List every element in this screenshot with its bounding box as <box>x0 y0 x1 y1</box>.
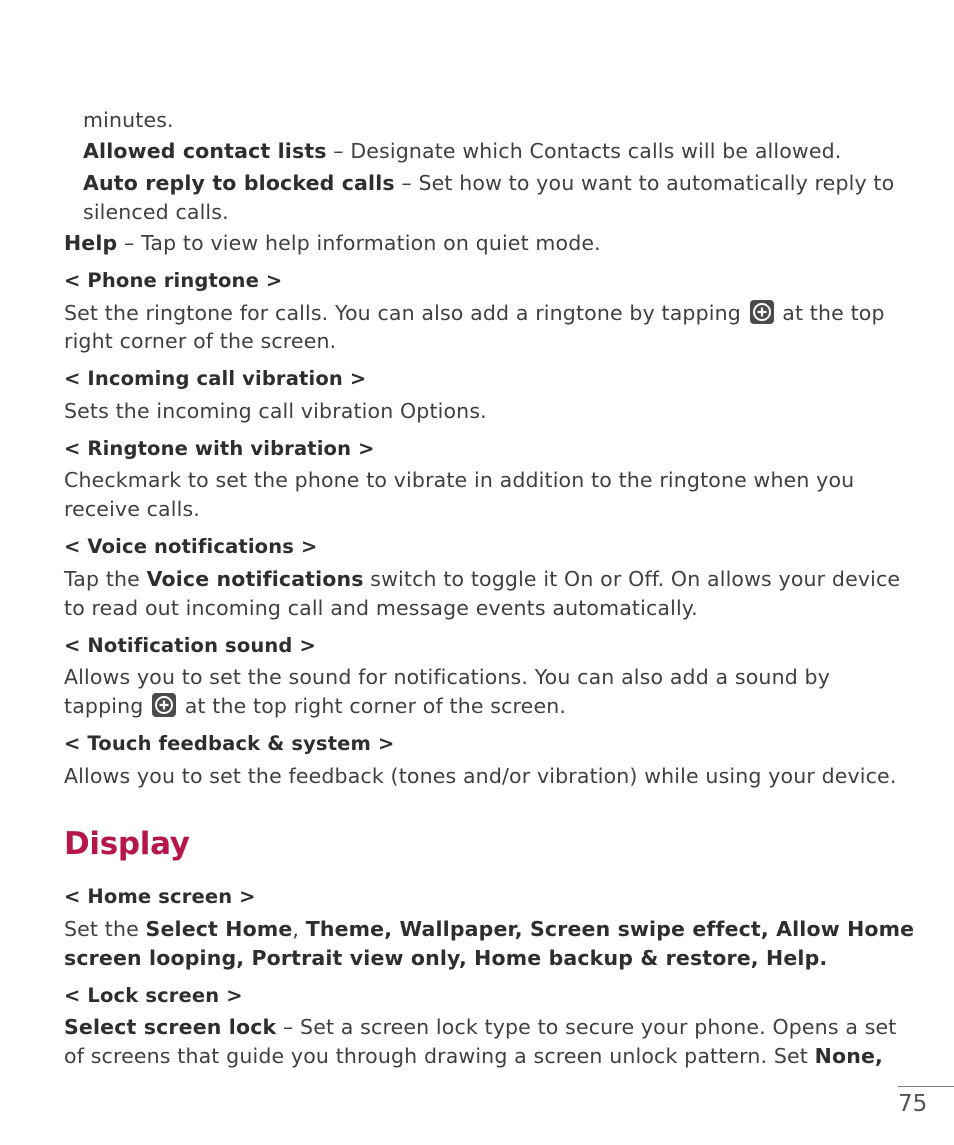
page-number: 75 <box>898 1091 928 1117</box>
display-section-title: Display <box>64 826 190 862</box>
allowed-contact-lists-desc: – Designate which Contacts calls will be allowed. <box>326 139 842 163</box>
plus-circle-icon <box>750 300 774 324</box>
lock-text-desc2: of screens that guide you through drawing a screen unlock pattern. Set <box>64 1044 815 1068</box>
ringtone-vibration-heading: < Ringtone with vibration > <box>64 437 375 460</box>
footer-rule <box>898 1086 954 1087</box>
auto-reply-desc-line2 <box>83 198 229 226</box>
lock-text-label: Select screen lock <box>64 1015 277 1039</box>
voice-text-bold: Voice notifications <box>146 567 364 591</box>
minutes-text <box>83 106 174 134</box>
touch-feedback-heading: < Touch feedback & system > <box>64 732 395 755</box>
help-label: Help <box>64 231 118 255</box>
notif-text-b: at the top right corner of the screen. <box>178 694 567 718</box>
touch-feedback-line1: Allows you to set the feedback (tones and/or vibration) while using your device. <box>64 764 897 788</box>
phone-ringtone-line1 <box>64 299 885 327</box>
notif-text-a: tapping <box>64 694 151 718</box>
home-text-comma: , <box>292 917 306 941</box>
lock-text-none: None, <box>814 1044 883 1068</box>
voice-notifications-line1 <box>64 565 900 593</box>
voice-text-a: Tap the <box>64 567 147 591</box>
lock-text-desc: – Set a screen lock type to secure your phone. Opens a set <box>276 1015 897 1039</box>
home-text-options: Theme, Wallpaper, Screen swipe effect, Allow Home <box>305 917 915 941</box>
plus-circle-icon <box>152 693 176 717</box>
phone-ringtone-heading: < Phone ringtone > <box>64 269 283 292</box>
auto-reply-desc2: silenced calls. <box>83 200 229 224</box>
voice-text-c: switch to toggle it On or Off. On allows your device <box>363 567 901 591</box>
voice-notifications-heading: < Voice notifications > <box>64 535 318 558</box>
incoming-call-vibration-heading: < Incoming call vibration > <box>64 367 367 390</box>
home-text-select-home: Select Home <box>145 917 293 941</box>
home-screen-line2: screen looping, Portrait view only, Home backup & restore, Help. <box>64 946 828 970</box>
notification-sound-line2 <box>64 692 566 720</box>
notification-sound-line1: Allows you to set the sound for notifications. You can also add a sound by <box>64 665 830 689</box>
help-desc: – Tap to view help information on quiet mode. <box>117 231 601 255</box>
phone-ringtone-line2: right corner of the screen. <box>64 329 337 353</box>
phone-ringtone-text-a: Set the ringtone for calls. You can also add a ringtone by tapping <box>64 301 748 325</box>
voice-notifications-line2: to read out incoming call and message events automatically. <box>64 596 698 620</box>
lock-screen-line2 <box>64 1042 883 1070</box>
notification-sound-heading: < Notification sound > <box>64 634 316 657</box>
home-text-a: Set the <box>64 917 146 941</box>
lock-screen-line1 <box>64 1013 896 1041</box>
allowed-contact-lists-item <box>83 137 841 165</box>
auto-reply-label: Auto reply to blocked calls <box>83 171 395 195</box>
ringtone-vibration-line2: receive calls. <box>64 497 200 521</box>
auto-reply-item <box>83 169 894 197</box>
help-item <box>64 229 601 257</box>
lock-screen-heading: < Lock screen > <box>64 984 243 1007</box>
incoming-call-vibration-line1: Sets the incoming call vibration Options. <box>64 399 487 423</box>
phone-ringtone-text-b: at the top <box>775 301 885 325</box>
allowed-contact-lists-label: Allowed contact lists <box>83 139 327 163</box>
auto-reply-desc: – Set how to you want to automatically reply to <box>394 171 895 195</box>
ringtone-vibration-line1: Checkmark to set the phone to vibrate in addition to the ringtone when you <box>64 468 855 492</box>
minutes-span: minutes. <box>83 108 174 132</box>
home-screen-line1 <box>64 915 914 943</box>
home-screen-heading: < Home screen > <box>64 885 256 908</box>
